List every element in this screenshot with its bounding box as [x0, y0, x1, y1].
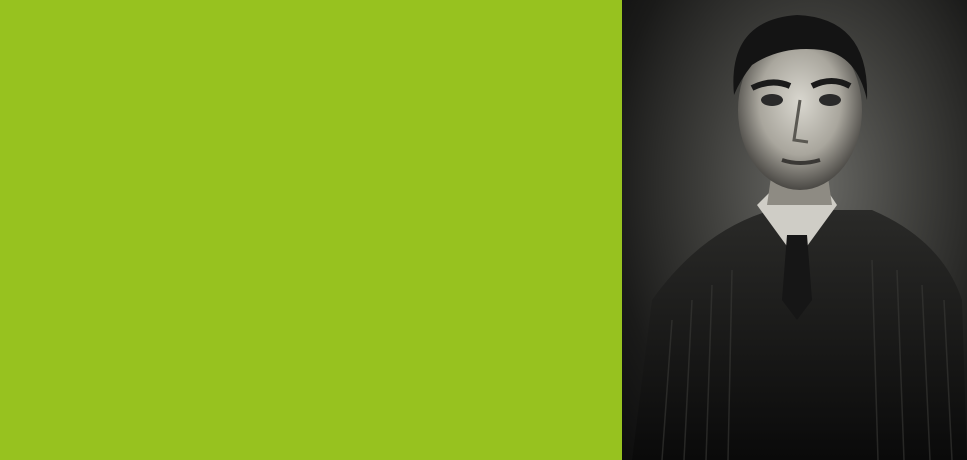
- portrait-photo: [622, 0, 967, 460]
- portrait-photo-panel: [622, 0, 967, 460]
